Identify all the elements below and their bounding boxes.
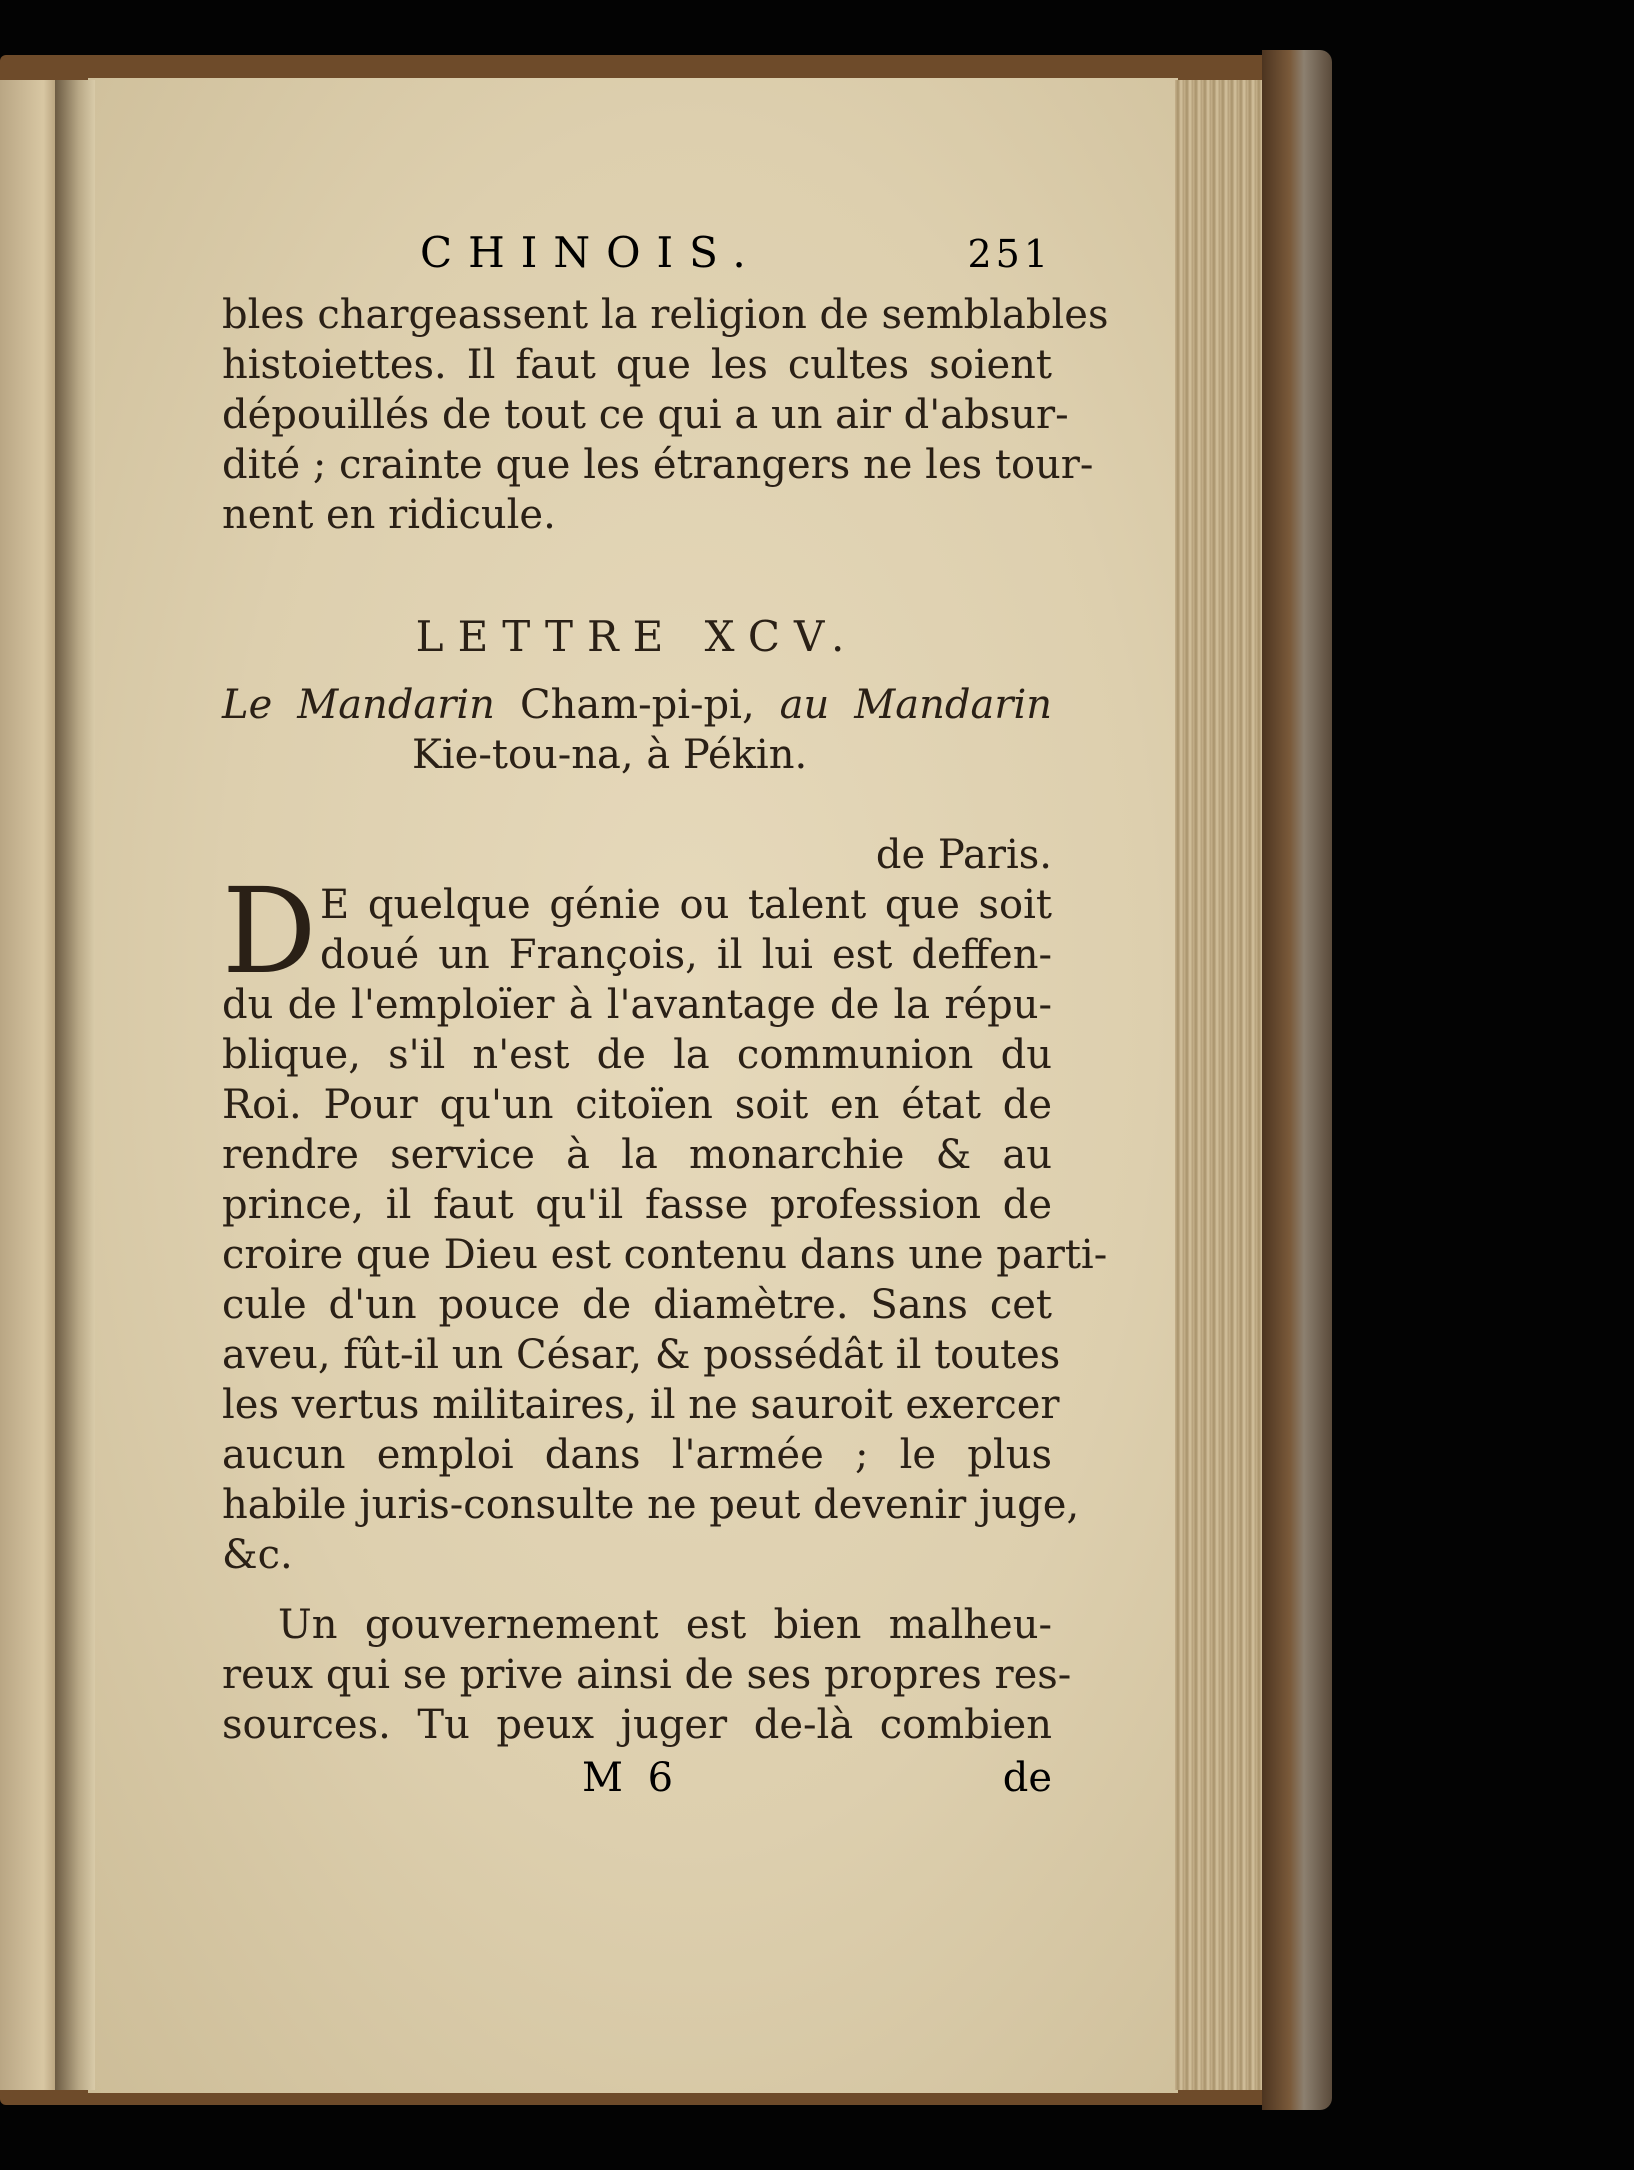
page-footer: [222, 1755, 1052, 1815]
running-head: [222, 228, 1052, 288]
running-title: CHINOIS.: [420, 228, 762, 277]
text-line: Roi. Pour qu'un citoïen soit en état de: [222, 1082, 1052, 1128]
drop-cap: D: [222, 862, 317, 1000]
subtitle-word: au: [779, 682, 830, 728]
text-line: nent en ridicule.: [222, 492, 556, 538]
letter-recipient: Kie-tou-na, à Pékin.: [412, 732, 808, 778]
letter-heading: LETTRE XCV.: [415, 612, 859, 661]
text-line: blique, s'il n'est de la communion du: [222, 1032, 1052, 1078]
text-line: rendre service à la monarchie & au: [222, 1132, 1052, 1178]
page-fore-edge: [1175, 80, 1265, 2090]
book-binding-edge: [1262, 50, 1332, 2110]
subtitle-word: Mandarin: [854, 682, 1052, 728]
text-line: aucun emploi dans l'armée ; le plus: [222, 1432, 1052, 1478]
text-line: histoiettes. Il faut que les cultes soient: [222, 342, 1052, 388]
text-line: les vertus militaires, il ne sauroit exercer: [222, 1382, 1060, 1428]
text-line: sources. Tu peux juger de-là combien: [222, 1702, 1052, 1748]
text-line: doué un François, il lui est deffen-: [320, 932, 1052, 978]
text-line: aveu, fût-il un César, & possédât il toutes: [222, 1332, 1061, 1378]
text-line: dité ; crainte que les étrangers ne les tour-: [222, 442, 1094, 488]
signature-mark: M 6: [582, 1755, 680, 1801]
subtitle-word: Mandarin: [297, 682, 495, 728]
sender-name: Cham-pi-pi,: [519, 682, 755, 728]
page-gutter: [55, 80, 95, 2090]
subtitle-word: Le: [222, 682, 273, 728]
text-line: cule d'un pouce de diamètre. Sans cet: [222, 1282, 1052, 1328]
text-line: dépouillés de tout ce qui a un air d'absur-: [222, 392, 1069, 438]
text-line: bles chargeassent la religion de semblables: [222, 292, 1109, 338]
letter-place: de Paris.: [875, 832, 1052, 878]
text-line: croire que Dieu est contenu dans une parti-: [222, 1232, 1108, 1278]
facing-page-edge: [0, 80, 62, 2090]
letter-subtitle: [222, 682, 1052, 728]
text-line: &c.: [222, 1532, 293, 1578]
page-number: 251: [967, 232, 1052, 276]
text-line: Un gouvernement est bien malheu-: [278, 1602, 1052, 1648]
text-line: prince, il faut qu'il fasse profession de: [222, 1182, 1052, 1228]
text-line: reux qui se prive ainsi de ses propres res-: [222, 1652, 1072, 1698]
text-line: du de l'emploïer à l'avantage de la répu-: [222, 982, 1052, 1028]
catchword: de: [1002, 1755, 1052, 1801]
text-line: habile juris-consulte ne peut devenir juge,: [222, 1482, 1080, 1528]
text-line: E quelque génie ou talent que soit: [320, 882, 1052, 928]
